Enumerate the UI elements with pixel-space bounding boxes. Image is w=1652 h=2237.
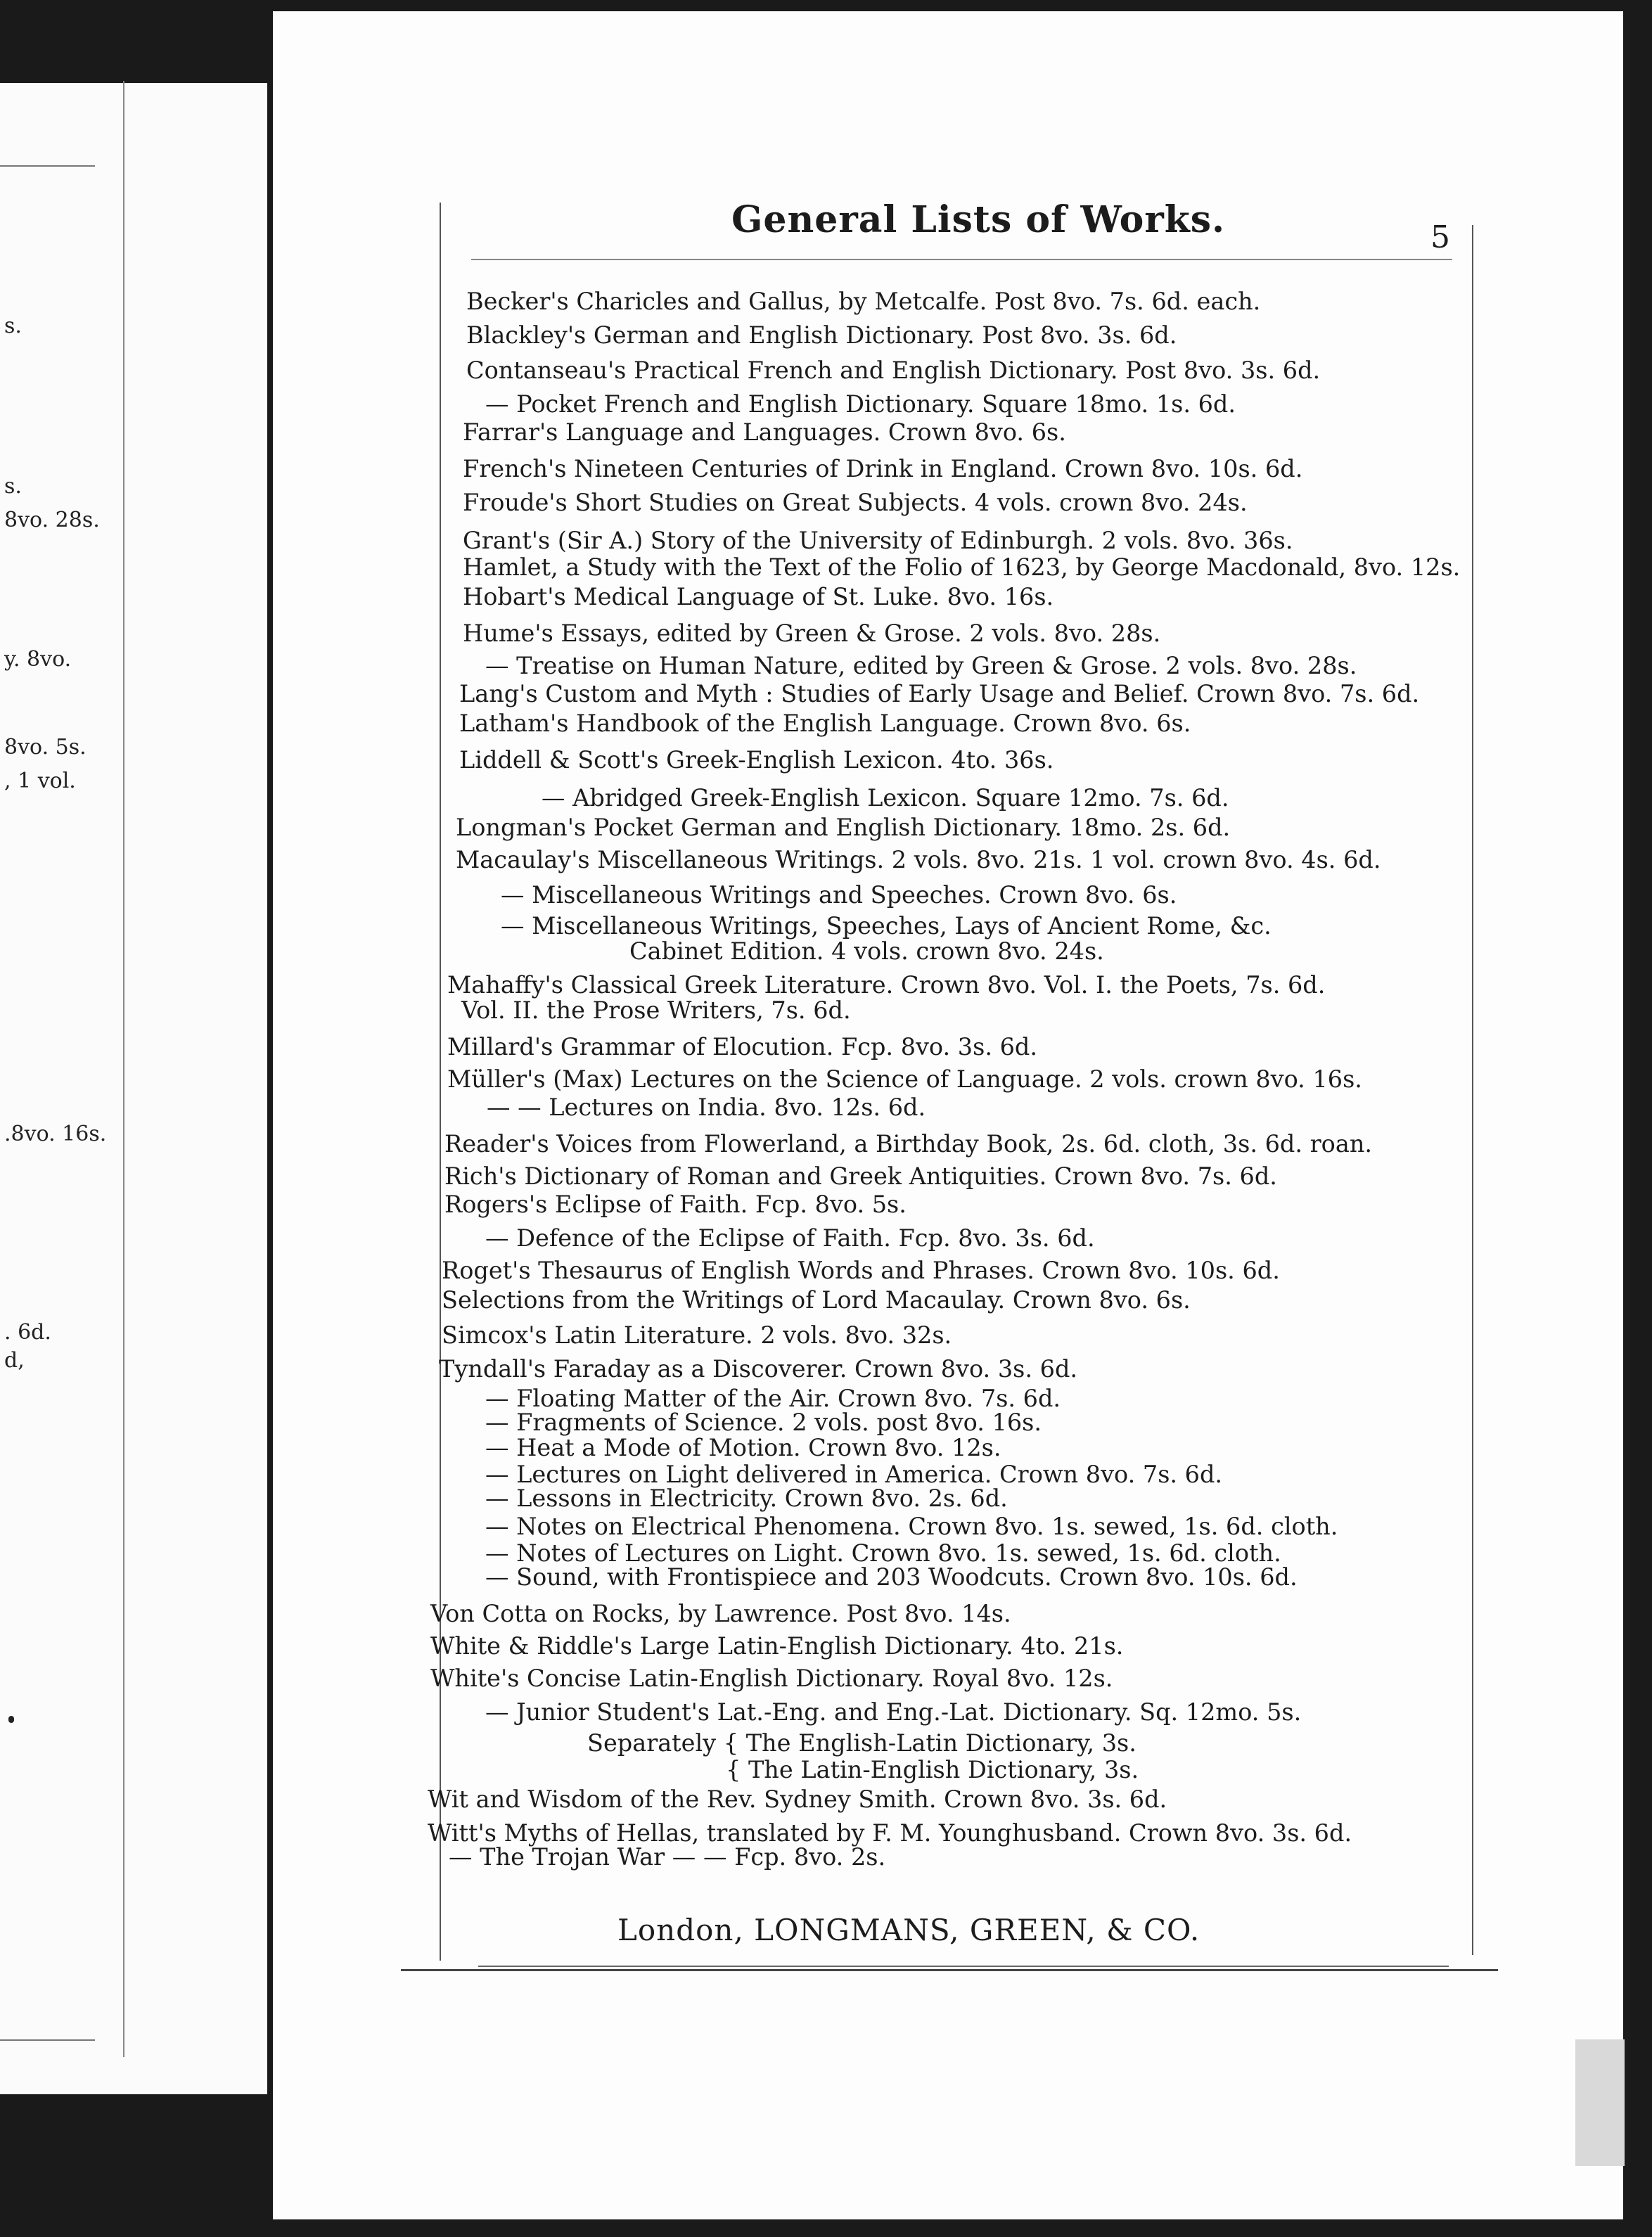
list-entry: — Floating Matter of the Air. Crown 8vo. 7s. 6d. <box>485 1385 1061 1412</box>
list-entry: Macaulay's Miscellaneous Writings. 2 vols. 8vo. 21s. 1 vol. crown 8vo. 4s. 6d. <box>456 846 1381 873</box>
page-corner-shadow <box>1575 2039 1625 2166</box>
list-entry: Liddell & Scott's Greek-English Lexicon. 4to. 36s. <box>459 746 1054 774</box>
list-entry: Roget's Thesaurus of English Words and Phrases. Crown 8vo. 10s. 6d. <box>442 1257 1280 1284</box>
text-frame-left-rule <box>440 203 441 1961</box>
list-entry: French's Nineteen Centuries of Drink in England. Crown 8vo. 10s. 6d. <box>463 455 1303 482</box>
list-entry: — Lectures on Light delivered in America. Crown 8vo. 7s. 6d. <box>485 1461 1223 1488</box>
left-text-fragment: 8vo. 28s. <box>4 508 100 532</box>
list-entry: Farrar's Language and Languages. Crown 8vo. 6s. <box>463 418 1066 446</box>
list-entry: Hobart's Medical Language of St. Luke. 8vo. 16s. <box>463 583 1054 610</box>
list-entry: { The Latin-English Dictionary, 3s. <box>726 1756 1139 1783</box>
list-entry: — Miscellaneous Writings and Speeches. Crown 8vo. 6s. <box>501 881 1177 909</box>
list-entry: White's Concise Latin-English Dictionary. Royal 8vo. 12s. <box>430 1665 1113 1692</box>
list-entry: Selections from the Writings of Lord Macaulay. Crown 8vo. 6s. <box>442 1286 1191 1314</box>
list-entry: — Miscellaneous Writings, Speeches, Lays of Ancient Rome, &c. <box>501 912 1272 940</box>
list-entry: Froude's Short Studies on Great Subjects. 4 vols. crown 8vo. 24s. <box>463 489 1248 516</box>
page-title: General Lists of Works. <box>731 198 1226 241</box>
list-entry: — Notes on Electrical Phenomena. Crown 8vo. 1s. sewed, 1s. 6d. cloth. <box>485 1513 1338 1540</box>
list-entry: Rogers's Eclipse of Faith. Fcp. 8vo. 5s. <box>444 1191 907 1218</box>
list-entry: Wit and Wisdom of the Rev. Sydney Smith. Crown 8vo. 3s. 6d. <box>428 1786 1167 1813</box>
footer-rule <box>478 1966 1449 1967</box>
list-entry: — Heat a Mode of Motion. Crown 8vo. 12s. <box>485 1434 1001 1461</box>
list-entry: Blackley's German and English Dictionary. Post 8vo. 3s. 6d. <box>466 321 1177 349</box>
left-text-fragment: s. <box>4 474 22 499</box>
list-entry: — Junior Student's Lat.-Eng. and Eng.-Lat. Dictionary. Sq. 12mo. 5s. <box>485 1698 1302 1726</box>
left-text-fragment: 8vo. 5s. <box>4 735 87 759</box>
left-text-fragment: d, <box>4 1348 25 1373</box>
list-entry: Grant's (Sir A.) Story of the University of Edinburgh. 2 vols. 8vo. 36s. <box>463 527 1293 554</box>
text-frame-right-rule <box>1472 225 1473 1955</box>
list-entry: — Defence of the Eclipse of Faith. Fcp. 8vo. 3s. 6d. <box>485 1224 1095 1252</box>
list-entry: — Notes of Lectures on Light. Crown 8vo. 1s. sewed, 1s. 6d. cloth. <box>485 1539 1281 1567</box>
list-entry: Hamlet, a Study with the Text of the Folio of 1623, by George Macdonald, 8vo. 12s. <box>463 553 1461 581</box>
left-text-fragment: . 6d. <box>4 1320 51 1345</box>
list-entry: Contanseau's Practical French and English Dictionary. Post 8vo. 3s. 6d. <box>466 357 1321 384</box>
list-entry: — Treatise on Human Nature, edited by Green & Grose. 2 vols. 8vo. 28s. <box>485 652 1357 679</box>
list-entry: Longman's Pocket German and English Dictionary. 18mo. 2s. 6d. <box>456 814 1231 841</box>
list-entry: Lang's Custom and Myth : Studies of Early Usage and Belief. Crown 8vo. 7s. 6d. <box>459 680 1420 707</box>
left-page-top-rule <box>0 165 95 167</box>
list-entry: — Sound, with Frontispiece and 203 Woodcuts. Crown 8vo. 10s. 6d. <box>485 1563 1298 1591</box>
list-entry: Becker's Charicles and Gallus, by Metcalfe. Post 8vo. 7s. 6d. each. <box>466 288 1261 315</box>
left-text-fragment: y. 8vo. <box>4 647 72 672</box>
list-entry: Witt's Myths of Hellas, translated by F. M. Younghusband. Crown 8vo. 3s. 6d. <box>428 1819 1352 1847</box>
list-entry: Hume's Essays, edited by Green & Grose. 2 vols. 8vo. 28s. <box>463 620 1161 647</box>
list-entry: Latham's Handbook of the English Language. Crown 8vo. 6s. <box>459 710 1191 737</box>
list-entry: Simcox's Latin Literature. 2 vols. 8vo. 32s. <box>442 1321 952 1349</box>
list-entry: — Abridged Greek-English Lexicon. Square 12mo. 7s. 6d. <box>542 784 1229 812</box>
list-entry: Von Cotta on Rocks, by Lawrence. Post 8vo. 14s. <box>430 1600 1011 1627</box>
list-entry: Reader's Voices from Flowerland, a Birthday Book, 2s. 6d. cloth, 3s. 6d. roan. <box>444 1130 1373 1158</box>
list-entry: Separately { The English-Latin Dictionary, 3s. <box>587 1729 1136 1757</box>
list-entry: Cabinet Edition. 4 vols. crown 8vo. 24s. <box>629 937 1104 965</box>
list-entry: Tyndall's Faraday as a Discoverer. Crown 8vo. 3s. 6d. <box>439 1355 1078 1383</box>
left-page-edge-line <box>123 81 124 2057</box>
left-text-fragment: .8vo. 16s. <box>4 1122 107 1146</box>
list-entry: — Pocket French and English Dictionary. Square 18mo. 1s. 6d. <box>485 390 1236 418</box>
list-entry: Rich's Dictionary of Roman and Greek Antiquities. Crown 8vo. 7s. 6d. <box>444 1162 1277 1190</box>
list-entry: White & Riddle's Large Latin-English Dictionary. 4to. 21s. <box>430 1632 1124 1660</box>
left-text-fragment: , 1 vol. <box>4 769 76 793</box>
header-rule <box>471 259 1452 260</box>
page-number: 5 <box>1430 219 1450 255</box>
list-entry: — Lessons in Electricity. Crown 8vo. 2s. 6d. <box>485 1485 1008 1512</box>
list-entry: — — Lectures on India. 8vo. 12s. 6d. <box>487 1094 926 1121</box>
list-entry: — The Trojan War — — Fcp. 8vo. 2s. <box>449 1843 886 1871</box>
list-entry: Müller's (Max) Lectures on the Science of Language. 2 vols. crown 8vo. 16s. <box>447 1065 1362 1093</box>
left-page-dot <box>8 1716 14 1723</box>
left-page-bottom-rule <box>0 2039 95 2041</box>
publisher-footer: London, LONGMANS, GREEN, & CO. <box>617 1913 1200 1947</box>
list-entry: — Fragments of Science. 2 vols. post 8vo. 16s. <box>485 1409 1042 1436</box>
list-entry: Vol. II. the Prose Writers, 7s. 6d. <box>461 996 851 1024</box>
list-entry: Millard's Grammar of Elocution. Fcp. 8vo. 3s. 6d. <box>447 1033 1038 1060</box>
list-entry: Mahaffy's Classical Greek Literature. Crown 8vo. Vol. I. the Poets, 7s. 6d. <box>447 971 1326 999</box>
left-text-fragment: s. <box>4 314 22 338</box>
left-page-fragment <box>0 83 267 2094</box>
text-frame-bottom-rule <box>401 1969 1498 1971</box>
